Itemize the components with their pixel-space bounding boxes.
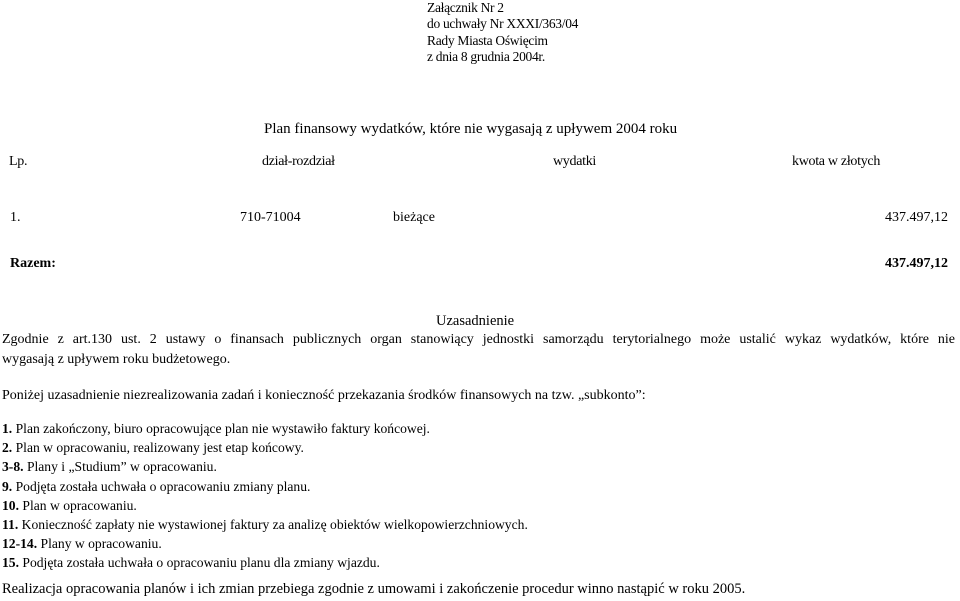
item-text: Plan w opracowaniu, realizowany jest etap końcowy. [15,440,304,456]
item-text: Podjęta została uchwała o opracowaniu zmiany planu. [15,478,311,494]
item-number: 2. [2,440,13,456]
paragraph-line: wygasają z upływem roku budżetowego. [2,351,231,367]
item-number: 11. [2,517,19,533]
annex-line: Załącznik Nr 2 [427,0,504,15]
list-item [2,553,528,572]
annex-line: Rady Miasta Oświęcim [427,32,548,48]
total-value: 437.497,12 [885,256,948,271]
justification-heading: Uzasadnienie [436,313,515,329]
closing-sentence: Realizacja opracowania planów i ich zmian przebiega zgodnie z umowami i zakończenie procedur winno nastąpić w roku 2005. [2,581,746,597]
row-kwota: 437.497,12 [885,210,948,225]
reasons-list [2,419,528,573]
annex-line: do uchwały Nr XXXI/363/04 [427,16,579,32]
item-text: Plany i „Studium” w opracowaniu. [26,459,217,475]
document-title: Plan finansowy wydatków, które nie wygasają z upływem 2004 roku [264,121,678,137]
item-number: 15. [2,555,19,571]
row-lp: 1. [10,210,21,225]
annex-note [427,0,578,66]
list-item [2,438,528,457]
subaccount-paragraph: Poniżej uzasadnienie niezrealizowania zadań i konieczność przekazania środków finansowych na tzw. „subkonto”: [2,388,646,403]
header-dzial: dział-rozdział [262,154,335,169]
item-number: 1. [2,421,13,436]
annex-line: z dnia 8 grudnia 2004r. [427,49,545,65]
list-item [2,419,528,438]
header-lp: Lp. [9,154,28,169]
list-item [2,496,528,515]
item-text: Plany w opracowaniu. [40,536,162,552]
item-number: 3-8. [2,459,24,475]
list-item [2,457,528,476]
row-wydatki: bieżące [393,210,435,225]
item-number: 10. [2,497,19,513]
row-dzial: 710-71004 [240,210,301,225]
justification-paragraph [2,330,955,369]
item-text: Plan w opracowaniu. [22,497,137,513]
total-label: Razem: [10,256,56,271]
list-item [2,515,528,534]
header-wydatki: wydatki [553,154,597,169]
item-number: 12-14. [2,536,38,552]
item-text: Konieczność zapłaty nie wystawionej faktury za analizę obiektów wielkopowierzchniowych. [21,517,528,533]
item-text: Podjęta została uchwała o opracowaniu planu dla zmiany wjazdu. [22,555,380,571]
list-item [2,534,528,553]
header-kwota: kwota w złotych [792,154,881,169]
item-text: Plan zakończony, biuro opracowujące plan nie wystawiło faktury końcowej. [15,421,430,436]
item-number: 9. [2,478,13,494]
paragraph-line: Zgodnie z art.130 ust. 2 ustawy o finansach publicznych organ stanowiący jednostki samorządu terytorialnego może ustalić wykaz wydatków, które nie [2,332,955,347]
list-item [2,477,528,496]
